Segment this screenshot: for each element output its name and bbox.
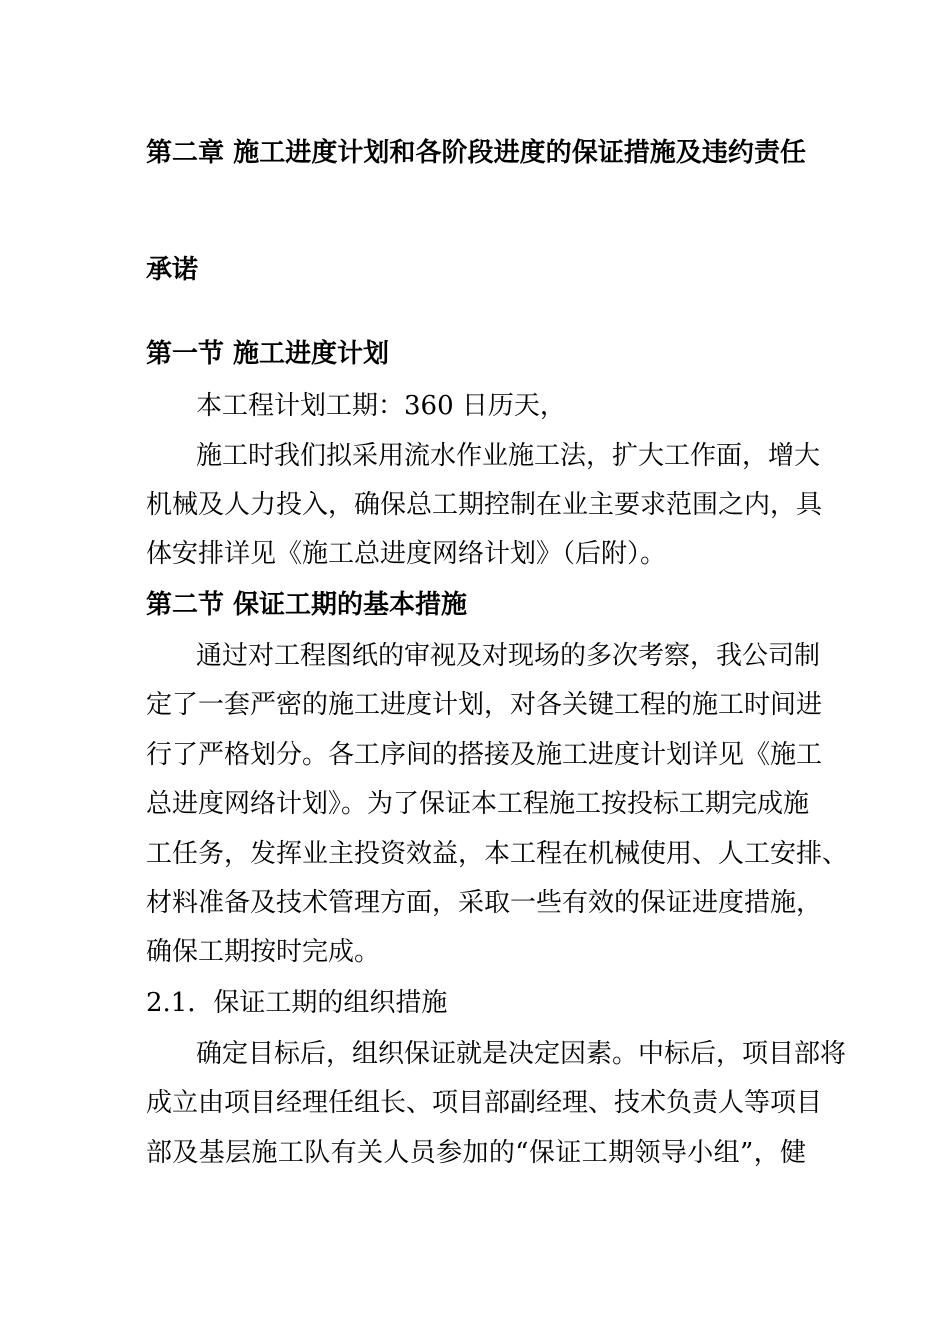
section-1-paragraph-2-line-3: 体安排详见《施工总进度网络计划》（后附）。 — [146, 539, 667, 569]
section-2-paragraph-line-4: 总进度网络计划》。为了保证本工程施工按投标工期完成施 — [146, 789, 810, 819]
section-2-paragraph-line-5: 工任务，发挥业主投资效益，本工程在机械使用、人工安排、 — [146, 839, 849, 869]
section-2-paragraph-line-1: 通过对工程图纸的审视及对现场的多次考察，我公司制 — [196, 641, 821, 671]
chapter-title-line-2: 承诺 — [146, 255, 199, 285]
section-1-paragraph-2-line-1: 施工时我们拟采用流水作业施工法，扩大工作面，增大 — [196, 441, 821, 471]
chapter-title-line-1: 第二章 施工进度计划和各阶段进度的保证措施及违约责任 — [146, 138, 806, 168]
subsection-2-1-paragraph-line-1: 确定目标后，组织保证就是决定因素。中标后，项目部将 — [196, 1039, 847, 1069]
section-2-paragraph-line-7: 确保工期按时完成。 — [146, 937, 381, 967]
subsection-2-1-paragraph-line-3: 部及基层施工队有关人员参加的“保证工期领导小组”，健 — [146, 1138, 806, 1168]
section-1-paragraph-2-line-2: 机械及人力投入，确保总工期控制在业主要求范围之内，具 — [146, 490, 823, 520]
section-2-paragraph-line-6: 材料准备及技术管理方面，采取一些有效的保证进度措施， — [146, 888, 823, 918]
section-2-heading: 第二节 保证工期的基本措施 — [146, 590, 468, 620]
section-1-heading: 第一节 施工进度计划 — [146, 339, 390, 369]
section-1-paragraph-1: 本工程计划工期：360 日历天， — [196, 391, 566, 421]
subsection-2-1-heading: 2.1．保证工期的组织措施 — [146, 988, 448, 1018]
subsection-2-1-paragraph-line-2: 成立由项目经理任组长、项目部副经理、技术负责人等项目 — [146, 1088, 823, 1118]
section-2-paragraph-line-2: 定了一套严密的施工进度计划，对各关键工程的施工时间进 — [146, 690, 823, 720]
section-2-paragraph-line-3: 行了严格划分。各工序间的搭接及施工进度计划详见《施工 — [146, 740, 823, 770]
